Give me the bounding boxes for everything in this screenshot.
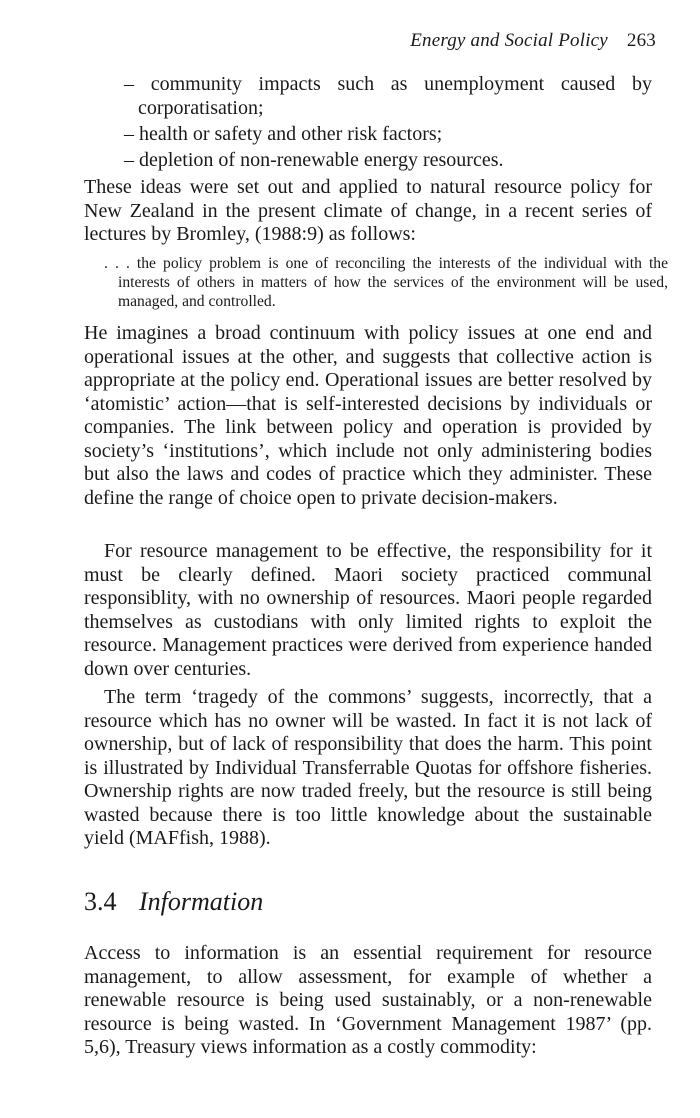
section-heading (84, 886, 263, 918)
section-title: Information (139, 887, 264, 916)
paragraph-commons: The term ‘tragedy of the commons’ suggests, incorrectly, that a resource which has no owner will be wasted. In fact it is not lack of ownership, but of lack of responsibility that does the harm. This point is illustrated by Individual Transferrable Quotas for offshore fisheries. Ownership rights are now traded freely, but the resource is still being wasted because there is too little knowledge about the sustainable yield (MAFfish, 1988). (84, 686, 652, 849)
bullet-item: – depletion of non-renewable energy resources. (124, 149, 504, 171)
bullet-item: – health or safety and other risk factors; (124, 123, 443, 145)
running-header (410, 30, 656, 52)
page-number: 263 (626, 30, 656, 51)
running-title: Energy and Social Policy (410, 30, 608, 51)
paragraph-continuum: He imagines a broad continuum with policy issues at one end and operational issues at the other, and suggests that collective action is appropriate at the policy end. Operational issues are better resolved by ‘atomistic’ action—that is self-interested decisions by individuals or companies. The link between policy and operation is provided by society’s ‘institutions’, which include not only administering bodies but also the laws and codes of practice which they administer. These define the range of choice open to private decision-makers. (84, 322, 652, 509)
section-number: 3.4 (84, 887, 117, 916)
block-quote: . . . the policy problem is one of reconciling the interests of the individual with the interests of others in matters of how the services of the environment will be used, managed, and controlled. (104, 255, 668, 310)
bullet-item: – community impacts such as unemployment caused by corporatisation; (124, 73, 652, 119)
paragraph-intro: These ideas were set out and applied to natural resource policy for New Zealand in the present climate of change, in a recent series of lectures by Bromley, (1988:9) as follows: (84, 176, 652, 245)
bullet-list (124, 72, 652, 174)
paragraph-information: Access to information is an essential requirement for resource management, to allow assessment, for example of whether a renewable resource is being used sustainably, or a non-renewable resource is being wasted. In ‘Government Management 1987’ (pp. 5,6), Treasury views information as a costly commodity: (84, 942, 652, 1058)
paragraph-responsibility: For resource management to be effective, the responsibility for it must be clearly defined. Maori society practiced communal responsiblity, with no ownership of resources. Maori people regarded themselves as custodians with only limited rights to exploit the resource. Management practices were derived from experience handed down over centuries. (84, 540, 652, 680)
